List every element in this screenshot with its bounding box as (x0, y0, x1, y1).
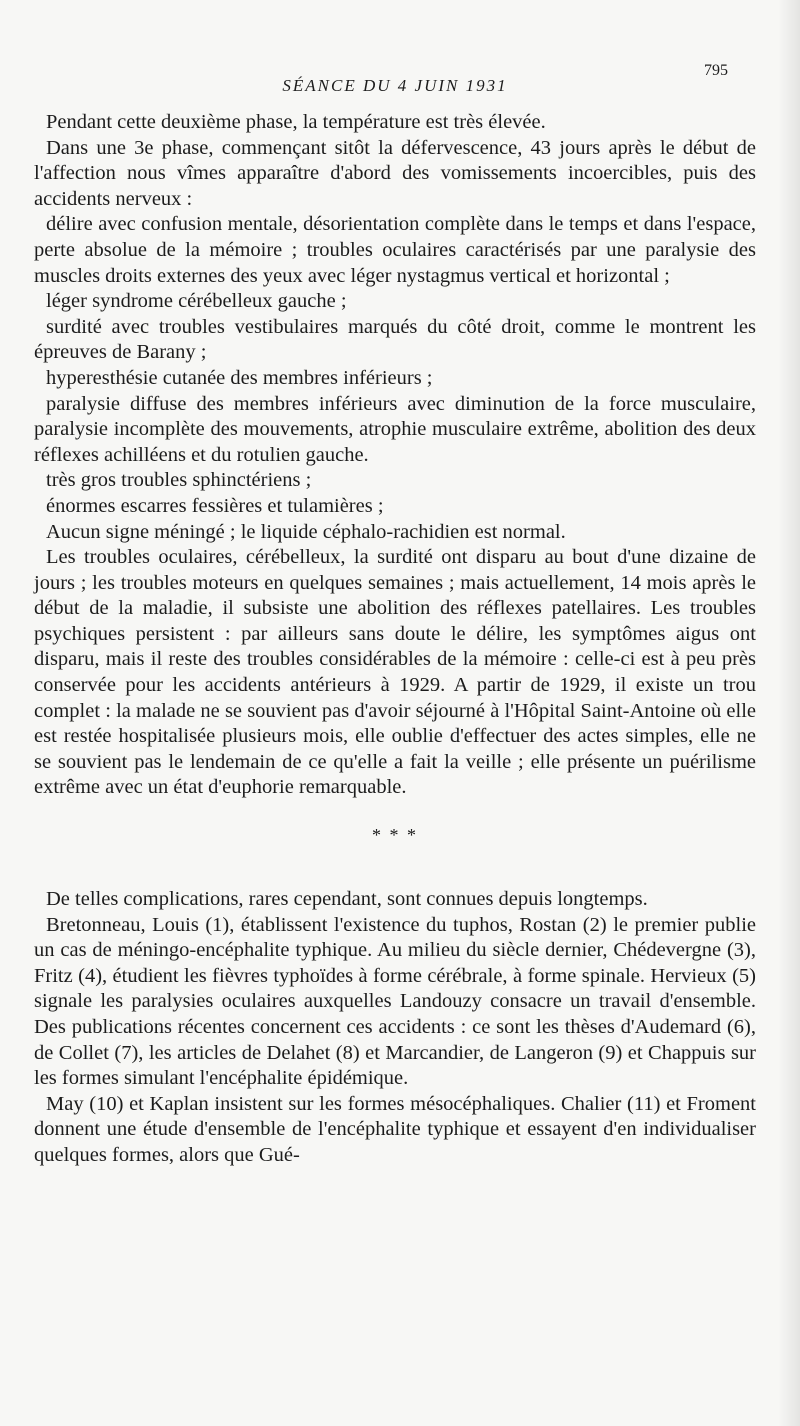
paragraph: très gros troubles sphinctériens ; (46, 469, 312, 492)
paragraph: May (10) et Kaplan insistent sur les formes mésocéphaliques. Chalier (11) et Froment donnent une étude d'ensemble de l'encéphalite typhique et essayent d'en individualiser quelques formes, alors que Gué- (34, 1092, 756, 1166)
paragraph: Bretonneau, Louis (1), établissent l'existence du tuphos, Rostan (2) le premier publie un cas de méningo-encéphalite typhique. Au milieu du siècle dernier, Chédevergne (3), Fritz (4), étudient les fièvres typhoïdes à forme cérébrale, à forme spinale. Hervieux (5) signale les paralysies oculaires auxquelles Landouzy consacre un travail d'ensemble. Des publications récentes concernent ces accidents : ce sont les thèses d'Audemard (6), de Collet (7), les articles de Delahet (8) et Marcandier, de Langeron (9) et Chappuis sur les formes simulant l'encéphalite épidémique. (34, 913, 756, 1090)
paragraph: surdité avec troubles vestibulaires marqués du côté droit, comme le montrent les épreuves de Barany ; (34, 315, 756, 364)
asterism-separator: * * * (372, 825, 418, 846)
paragraph: énormes escarres fessières et tulamières ; (46, 494, 384, 517)
paragraph: De telles complications, rares cependant, sont connues depuis longtemps. (46, 888, 648, 911)
paragraph: léger syndrome cérébelleux gauche ; (46, 290, 347, 313)
paragraph: Aucun signe méningé ; le liquide céphalo-rachidien est normal. (46, 520, 566, 543)
page-edge-shadow (778, 0, 800, 1426)
paragraph: Pendant cette deuxième phase, la température est très élevée. (46, 111, 546, 133)
running-title: SÉANCE DU 4 JUIN 1931 (282, 76, 508, 95)
paragraph: Les troubles oculaires, cérébelleux, la surdité ont disparu au bout d'une dizaine de jours ; les troubles moteurs en quelques semaines ; mais actuellement, 14 mois après le début de la maladie, il subsiste une abolition des réflexes patellaires. Les troubles psychiques persistent : par ailleurs sans doute le délire, les symptômes aigus ont disparu, mais il reste des troubles considérables de la mémoire : celle-ci est à peu près conservée pour les accidents antérieurs à 1929. A partir de 1929, il existe un trou complet : la malade ne se souvient pas d'avoir séjourné à l'Hôpital Saint-Antoine où elle est restée hospitalisée plusieurs mois, elle oublie d'effectuer des actes simples, elle ne se souvient pas le lendemain de ce qu'elle a fait la veille ; elle présente un puérilisme extrême avec un état d'euphorie remarquable. (34, 546, 756, 799)
section-case-report (34, 110, 756, 801)
paragraph: délire avec confusion mentale, désorientation complète dans le temps et dans l'espace, perte absolue de la mémoire ; troubles oculaires caractérisés par une paralysie des muscles droits externes des yeux avec léger nystagmus vertical et horizontal ; (34, 213, 756, 287)
section-literature-review (34, 887, 756, 1169)
paragraph: Dans une 3e phase, commençant sitôt la défervescence, 43 jours après le début de l'affection nous vîmes apparaître d'abord des vomissements incoercibles, puis des accidents nerveux : (34, 136, 756, 210)
page-number: 795 (704, 62, 728, 79)
paragraph: hyperesthésie cutanée des membres inférieurs ; (46, 366, 433, 389)
paragraph: paralysie diffuse des membres inférieurs avec diminution de la force musculaire, paralysie incomplète des mouvements, atrophie musculaire extrême, abolition des deux réflexes achilléens et du rotulien gauche. (34, 392, 756, 466)
page-header (34, 62, 756, 102)
